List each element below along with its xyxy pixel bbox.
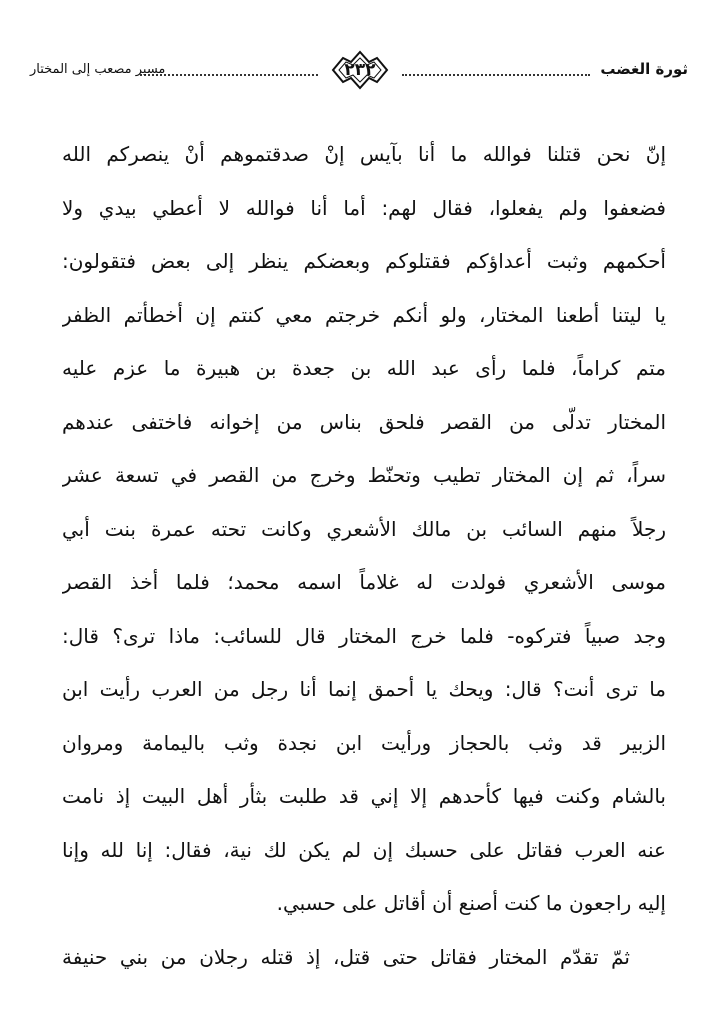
text-line: وجد صبياً فتركوه- فلما خرج المختار قال للسائب: ماذا ترى؟ قال: <box>62 623 666 648</box>
body-text <box>62 128 666 984</box>
text-line: إنّ نحن قتلنا فوالله ما أنا بآيس إنْ صدقتموهم أنْ ينصركم الله <box>62 142 666 166</box>
text-line: رجلاً منهم السائب بن مالك الأشعري وكانت تحته عمرة بنت أبي <box>62 516 666 541</box>
text-line: موسى الأشعري فولدت له غلاماً اسمه محمد؛ فلما أخذ القصر <box>62 570 666 594</box>
text-line: يا ليتنا أطعنا المختار، ولو أنكم خرجتم معي كنتم إن أخطأتم الظفر <box>62 302 666 327</box>
text-line: سراً، ثم إن المختار تطيب وتحنّط وخرج من القصر في تسعة عشر <box>62 463 666 487</box>
page-header <box>30 48 688 92</box>
text-line: فضعفوا ولم يفعلوا، فقال لهم: أما أنا فوالله لا أعطي بيدي ولا <box>62 195 666 220</box>
text-line: الزبير قد وثب بالحجاز ورأيت ابن نجدة وثب باليمامة ومروان <box>62 730 666 755</box>
text-line: ثمّ تقدّم المختار فقاتل حتى قتل، إذ قتله رجلان من بني حنيفة <box>62 944 630 969</box>
text-line: عنه العرب فقاتل على حسبك إن لم يكن لك نية، فقال: إنا لله وإنا <box>62 837 666 862</box>
text-line: إليه راجعون ما كنت أصنع أن أقاتل على حسبي. <box>276 891 666 915</box>
header-dotted-leader-right <box>402 74 590 76</box>
text-line: متم كراماً، فلما رأى عبد الله بن جعدة بن هبيرة ما عزم عليه <box>62 356 666 380</box>
text-line: بالشام وكنت فيها كأحدهم إلا إني قد طلبت بثأر أهل البيت إذ نامت <box>62 784 666 808</box>
text-line: المختار تدلّى من القصر فلحق بناس من إخوانه فاختفى عندهم <box>62 409 666 434</box>
book-title: ثورة الغضب <box>600 60 688 78</box>
page-number-badge <box>329 48 391 92</box>
text-line: أحكمهم وثبت أعداؤكم فقتلوكم وبعضكم ينظر إلى بعض فتقولون: <box>62 249 666 273</box>
chapter-title: مسير مصعب إلى المختار <box>30 62 166 77</box>
text-line: ما ترى أنت؟ قال: ويحك يا أحمق إنما أنا رجل من العرب رأيت ابن <box>62 677 666 701</box>
header-dotted-leader-left <box>140 74 318 76</box>
page-number: ٢٣٢ <box>344 60 376 80</box>
